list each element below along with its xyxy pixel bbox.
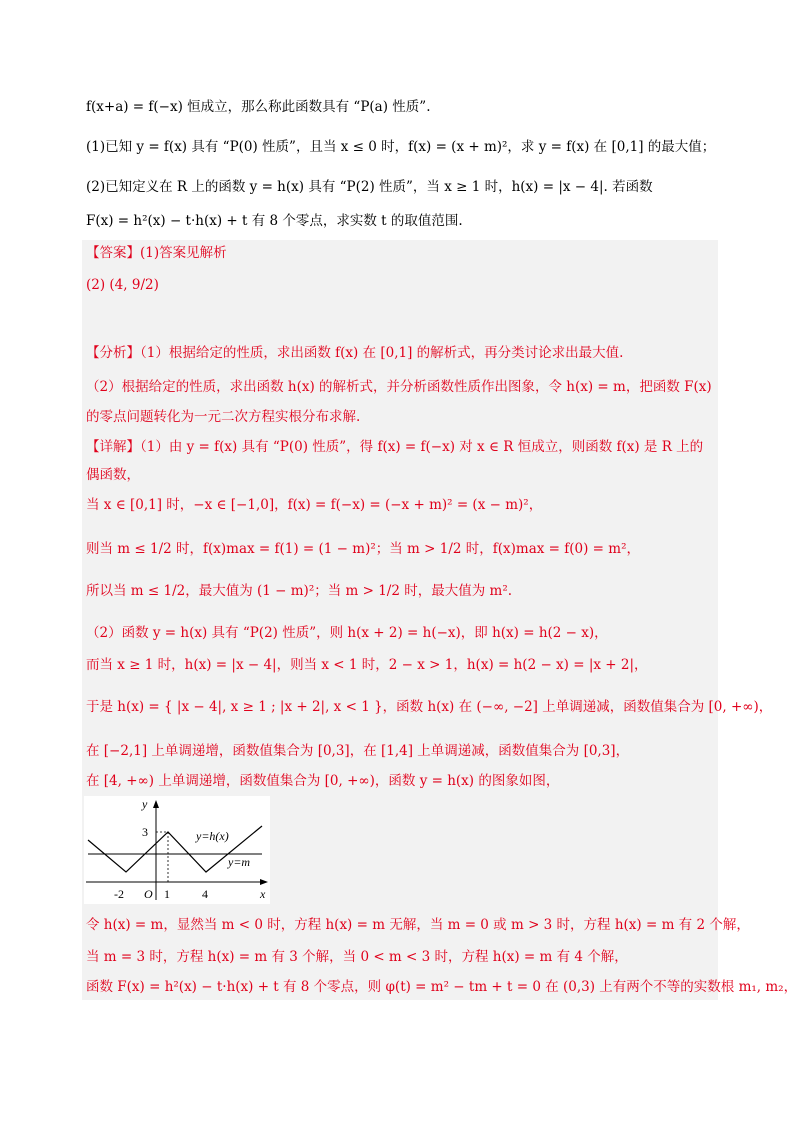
label-origin: O bbox=[144, 887, 153, 901]
question-line-top: f(x+a) = f(−x) 恒成立，那么称此函数具有 “P(a) 性质”. bbox=[86, 99, 431, 115]
question-part1: (1)已知 y = f(x) 具有 “P(0) 性质”，且当 x ≤ 0 时，f(x) = (x + m)²，求 y = f(x) 在 [0,1] 的最大值； bbox=[86, 139, 716, 155]
label-tick-neg2: -2 bbox=[114, 887, 124, 901]
label-tick-4: 4 bbox=[202, 887, 208, 901]
answer-part2: (2) (4, 9/2) bbox=[86, 277, 159, 293]
detail-line-7: 而当 x ≥ 1 时，h(x) = |x − 4|，则当 x < 1 时，2 − x > 1，h(x) = h(2 − x) = |x + 2|， bbox=[86, 657, 648, 673]
detail-line-9: 在 [−2,1] 上单调递增，函数值集合为 [0,3]，在 [1,4] 上单调递减，函数值集合为 [0,3]， bbox=[86, 743, 630, 759]
detail-line-6: （2）函数 y = h(x) 具有 “P(2) 性质”，则 h(x + 2) = h(−x)，即 h(x) = h(2 − x)， bbox=[86, 625, 608, 641]
detail-line-11: 令 h(x) = m，显然当 m < 0 时，方程 h(x) = m 无解，当 m = 0 或 m > 3 时，方程 h(x) = m 有 2 个解， bbox=[86, 917, 750, 933]
detail-line-13: 函数 F(x) = h²(x) − t·h(x) + t 有 8 个零点，则 φ(t) = m² − tm + t = 0 在 (0,3) 上有两个不等的实数根 m₁, m₂， bbox=[86, 979, 798, 995]
label-m-line: y=m bbox=[228, 855, 251, 869]
analysis-line-3: 的零点问题转化为一元二次方程实根分布求解. bbox=[86, 409, 361, 425]
graph-svg bbox=[84, 796, 270, 904]
label-tick-1: 1 bbox=[164, 887, 170, 901]
function-graph bbox=[84, 796, 270, 904]
label-y: y bbox=[142, 797, 148, 811]
label-curve: y=h(x) bbox=[196, 829, 229, 843]
detail-line-3: 当 x ∈ [0,1] 时，−x ∈ [−1,0]，f(x) = f(−x) = (−x + m)² = (x − m)²， bbox=[86, 497, 543, 513]
detail-line-12: 当 m = 3 时，方程 h(x) = m 有 3 个解，当 0 < m < 3 时，方程 h(x) = m 有 4 个解， bbox=[86, 949, 628, 965]
detail-line-2: 偶函数， bbox=[86, 467, 140, 483]
question-part2-a: (2)已知定义在 R 上的函数 y = h(x) 具有 “P(2) 性质”，当 x ≥ 1 时，h(x) = |x − 4|. 若函数 bbox=[86, 179, 653, 195]
detail-line-1: 【详解】（1）由 y = f(x) 具有 “P(0) 性质”，得 f(x) = f(−x) 对 x ∈ R 恒成立，则函数 f(x) 是 R 上的 bbox=[86, 439, 704, 455]
x-axis-arrow bbox=[260, 879, 268, 885]
label-x: x bbox=[260, 887, 266, 901]
question-part2-b: F(x) = h²(x) − t·h(x) + t 有 8 个零点，求实数 t 的取值范围. bbox=[86, 213, 463, 229]
answer-label: 【答案】(1)答案见解析 bbox=[86, 245, 227, 261]
label-tick-3: 3 bbox=[142, 825, 148, 839]
analysis-line-1: 【分析】（1）根据给定的性质，求出函数 f(x) 在 [0,1] 的解析式，再分类讨论求出最大值. bbox=[86, 345, 624, 361]
y-axis-arrow bbox=[153, 800, 159, 808]
detail-line-8: 于是 h(x) = { |x − 4|, x ≥ 1 ; |x + 2|, x < 1 }，函数 h(x) 在 (−∞, −2] 上单调递减，函数值集合为 [0, +∞)， bbox=[86, 699, 773, 715]
detail-line-5: 所以当 m ≤ 1/2，最大值为 (1 − m)²；当 m > 1/2 时，最大值为 m². bbox=[86, 583, 513, 599]
analysis-line-2: （2）根据给定的性质，求出函数 h(x) 的解析式，并分析函数性质作出图象，令 h(x) = m，把函数 F(x) bbox=[86, 379, 712, 395]
detail-line-10: 在 [4, +∞) 上单调递增，函数值集合为 [0, +∞)，函数 y = h(x) 的图象如图， bbox=[86, 773, 560, 789]
detail-line-4: 则当 m ≤ 1/2 时，f(x)max = f(1) = (1 − m)²；当 m > 1/2 时，f(x)max = f(0) = m²， bbox=[86, 541, 640, 557]
